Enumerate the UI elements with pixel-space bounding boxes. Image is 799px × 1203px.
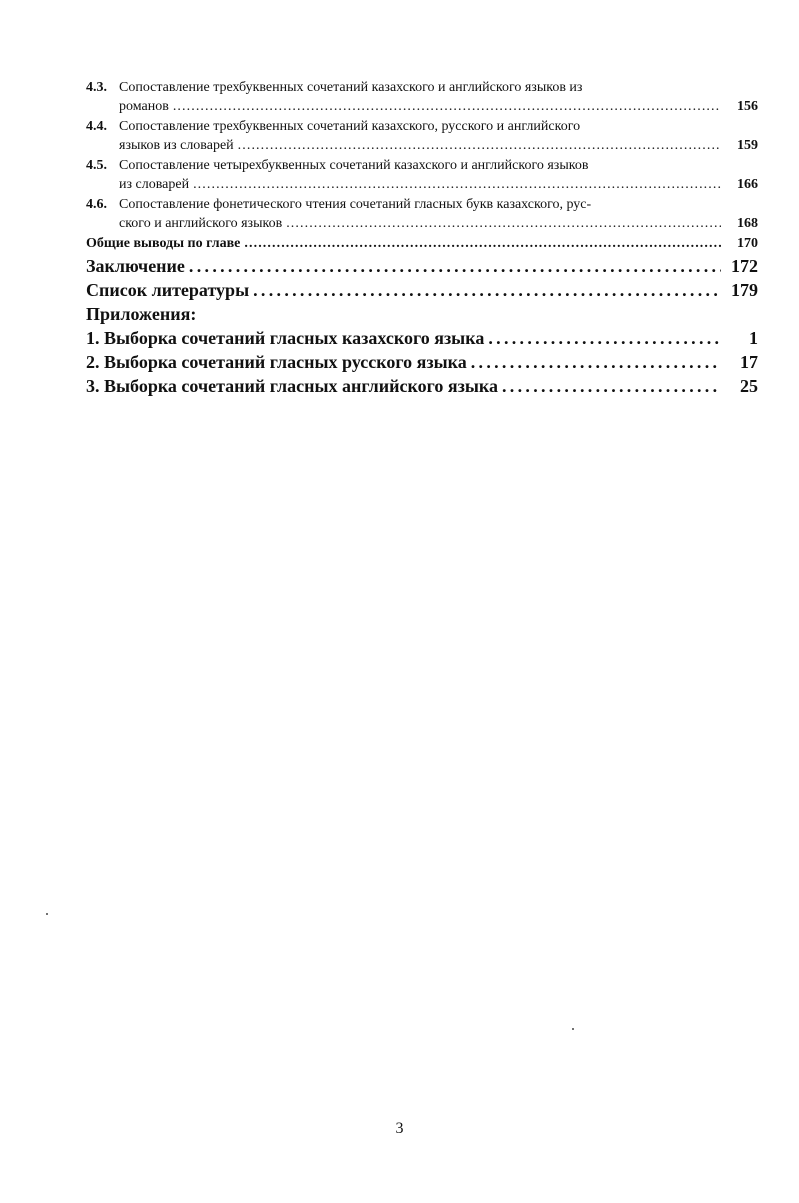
dot-leader bbox=[488, 326, 721, 350]
dot-leader bbox=[286, 214, 721, 233]
toc-entry-title bbox=[119, 156, 724, 194]
toc-entry-title bbox=[119, 78, 724, 116]
toc-entry-title: 2. Выборка сочетаний гласных русского языка bbox=[86, 352, 467, 372]
dot-leader bbox=[471, 350, 721, 374]
toc-entry-page: 166 bbox=[737, 177, 758, 192]
toc-entry-page: 17 bbox=[740, 352, 758, 372]
scan-speck bbox=[46, 913, 48, 915]
toc-entry-title-line: языков из словарей bbox=[119, 138, 234, 153]
toc-entry-page: 179 bbox=[731, 280, 758, 300]
toc-entry-page: 172 bbox=[731, 256, 758, 276]
table-of-contents bbox=[86, 78, 758, 398]
toc-entry-number: 4.3. bbox=[86, 80, 107, 95]
page-number: 3 bbox=[395, 1120, 404, 1137]
toc-entry-title: Общие выводы по главе bbox=[86, 236, 241, 251]
toc-entry-page: 159 bbox=[737, 138, 758, 153]
toc-entry-number: 4.5. bbox=[86, 158, 107, 173]
toc-entry-appendix-2[interactable] bbox=[86, 350, 758, 374]
toc-entry-title-line: Сопоставление трехбуквенных сочетаний казахского, русского и английского bbox=[119, 119, 581, 134]
toc-entry-title: Список литературы bbox=[86, 280, 250, 300]
toc-entry-page: 168 bbox=[737, 216, 758, 231]
dot-leader bbox=[253, 278, 721, 302]
dot-leader bbox=[244, 234, 721, 254]
dot-leader bbox=[189, 254, 721, 278]
toc-entry-title: Заключение bbox=[86, 256, 185, 276]
toc-entry-title-line: Сопоставление трехбуквенных сочетаний казахского и английского языков из bbox=[119, 80, 583, 95]
toc-entry-page: 1 bbox=[749, 328, 758, 348]
toc-entry-page: 170 bbox=[737, 236, 758, 251]
toc-entry-4-6[interactable] bbox=[86, 195, 758, 233]
toc-entry-page: 25 bbox=[740, 376, 758, 396]
dot-leader bbox=[238, 136, 721, 155]
toc-entry-title-line: романов bbox=[119, 99, 169, 114]
toc-entry-number: 4.4. bbox=[86, 119, 107, 134]
toc-entry-4-4[interactable] bbox=[86, 117, 758, 155]
toc-entry-title bbox=[119, 195, 724, 233]
toc-entry-references[interactable] bbox=[86, 278, 758, 302]
appendices-heading: Приложения: bbox=[86, 304, 197, 324]
dot-leader bbox=[502, 374, 721, 398]
toc-entry-4-3[interactable] bbox=[86, 78, 758, 116]
toc-entry-4-5[interactable] bbox=[86, 156, 758, 194]
toc-entry-page: 156 bbox=[737, 99, 758, 114]
toc-entry-title bbox=[119, 117, 724, 155]
toc-entry-title-line: Сопоставление четырехбуквенных сочетаний казахского и английского языков bbox=[119, 158, 589, 173]
toc-entry-conclusion[interactable] bbox=[86, 254, 758, 278]
toc-entry-number: 4.6. bbox=[86, 197, 107, 212]
toc-entry-appendix-3[interactable] bbox=[86, 374, 758, 398]
dot-leader bbox=[173, 97, 721, 116]
toc-entry-chapter-summary[interactable] bbox=[86, 234, 758, 254]
scan-speck bbox=[572, 1028, 574, 1030]
toc-entry-title-line: Сопоставление фонетического чтения сочетаний гласных букв казахского, рус- bbox=[119, 197, 592, 212]
toc-entry-title-line: ского и английского языков bbox=[119, 216, 283, 231]
toc-entry-title: 1. Выборка сочетаний гласных казахского языка bbox=[86, 328, 485, 348]
toc-entry-title: 3. Выборка сочетаний гласных английского языка bbox=[86, 376, 498, 396]
dot-leader bbox=[193, 175, 721, 194]
toc-entry-appendix-1[interactable] bbox=[86, 326, 758, 350]
toc-entry-title-line: из словарей bbox=[119, 177, 190, 192]
